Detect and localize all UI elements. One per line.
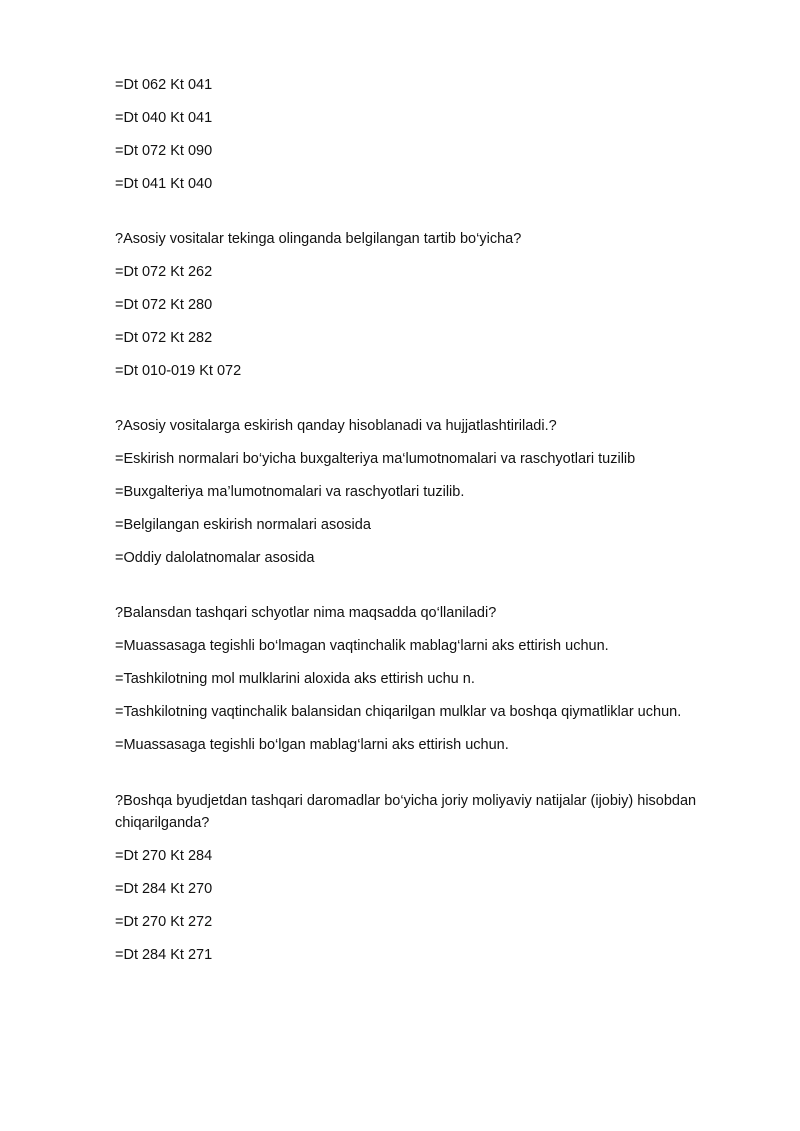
answer-option: =Dt 270 Kt 272 xyxy=(115,914,213,930)
answer-option: =Buxgalteriya ma’lumotnomalari va raschyotlari tuzilib. xyxy=(115,484,465,500)
answer-option: =Muassasaga tegishli bo‘lmagan vaqtinchalik mablag‘larni aks ettirish uchun. xyxy=(115,638,609,654)
answer-option: =Eskirish normalari bo‘yicha buxgalteriya ma‘lumotnomalari va raschyotlari tuzilib xyxy=(115,451,636,467)
answer-option: =Oddiy dalolatnomalar asosida xyxy=(115,550,315,566)
quiz-block xyxy=(115,416,725,569)
block-spacer xyxy=(115,394,725,416)
answer-option: =Tashkilotning vaqtinchalik balansidan chiqarilgan mulklar va boshqa qiymatliklar uchun. xyxy=(115,704,682,720)
quiz-block xyxy=(115,790,725,966)
answer-option: =Belgilangan eskirish normalari asosida xyxy=(115,517,371,533)
quiz-block xyxy=(115,603,725,756)
question-text: ?Boshqa byudjetdan tashqari daromadlar bo‘yicha joriy moliyaviy natijalar (ijobiy) hisobdan chiqarilganda? xyxy=(115,793,697,831)
quiz-block xyxy=(115,75,725,195)
answer-option: =Dt 284 Kt 271 xyxy=(115,947,213,963)
answer-option: =Dt 010-019 Kt 072 xyxy=(115,363,242,379)
question-text: ?Asosiy vositalar tekinga olinganda belgilangan tartib bo‘yicha? xyxy=(115,231,522,247)
answer-option: =Tashkilotning mol mulklarini aloxida aks ettirish uchu n. xyxy=(115,671,475,687)
answer-option: =Dt 270 Kt 284 xyxy=(115,848,213,864)
answer-option: =Dt 062 Kt 041 xyxy=(115,77,213,93)
quiz-block xyxy=(115,229,725,382)
block-spacer xyxy=(115,207,725,229)
answer-option: =Dt 041 Kt 040 xyxy=(115,176,213,192)
answer-option: =Dt 072 Kt 262 xyxy=(115,264,213,280)
document-content xyxy=(115,75,725,978)
answer-option: =Dt 072 Kt 280 xyxy=(115,297,213,313)
question-text: ?Asosiy vositalarga eskirish qanday hisoblanadi va hujjatlashtiriladi.? xyxy=(115,418,557,434)
answer-option: =Muassasaga tegishli bo‘lgan mablag‘larni aks ettirish uchun. xyxy=(115,737,509,753)
block-spacer xyxy=(115,581,725,603)
answer-option: =Dt 072 Kt 282 xyxy=(115,330,213,346)
answer-option: =Dt 072 Kt 090 xyxy=(115,143,213,159)
answer-option: =Dt 284 Kt 270 xyxy=(115,881,213,897)
block-spacer xyxy=(115,768,725,790)
question-text: ?Balansdan tashqari schyotlar nima maqsadda qo‘llaniladi? xyxy=(115,605,497,621)
answer-option: =Dt 040 Kt 041 xyxy=(115,110,213,126)
